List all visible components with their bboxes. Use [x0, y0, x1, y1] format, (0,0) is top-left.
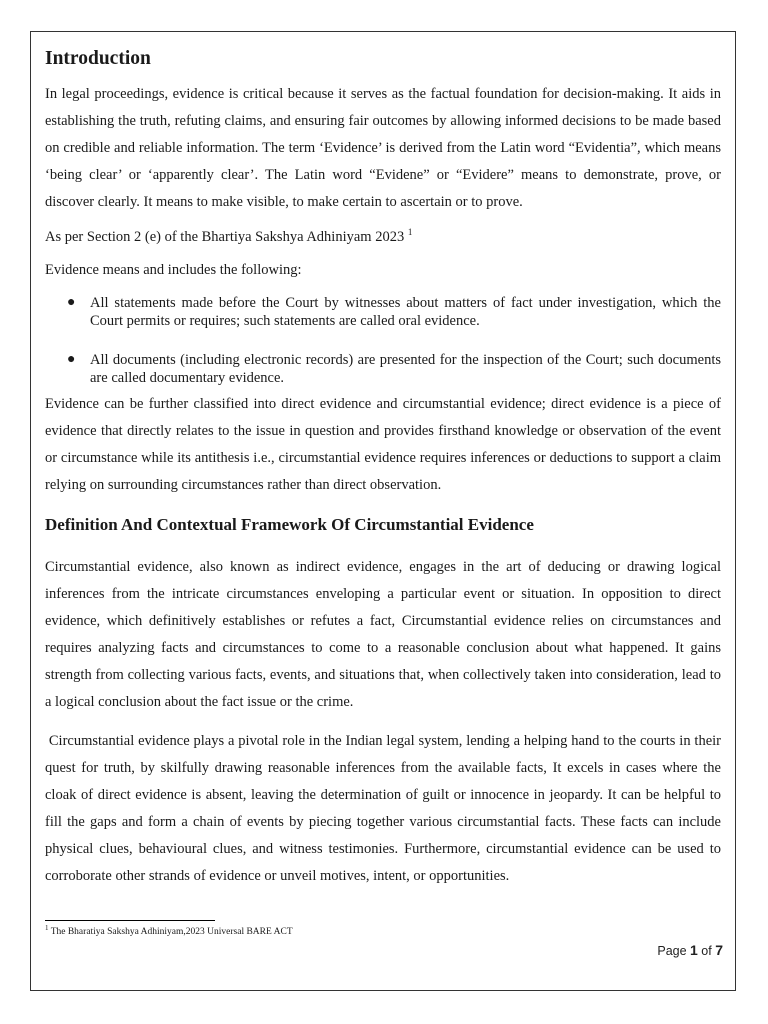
evidence-definition-list	[45, 294, 721, 387]
definition-paragraph-1: Circumstantial evidence, also known as indirect evidence, engages in the art of deducing or drawing logical inferences from the intricate circumstances enveloping a particular event or situation. In opposition to direct evidence, which definitively establishes or refutes a fact, Circumstantial evidence relies on circumstances and requires analyzing facts and circumstances to come to a reasonable conclusion about what happened. It gains strength from collecting various facts, events, and situations that, when collectively taken into consideration, lead to a logical conclusion about the fact issue or the crime.	[45, 559, 721, 710]
page-of-label: of	[697, 944, 716, 958]
current-page: 1	[690, 942, 698, 958]
intro-paragraph-1: In legal proceedings, evidence is critical because it serves as the factual foundation for decision-making. It aids in establishing the truth, refuting claims, and ensuring fair outcomes by allowing informed decisions to be made based on credible and reliable information. The term ‘Evidence’ is derived from the Latin word “Evidentia”, which means ‘being clear’ or ‘apparently clear’. The Latin word “Evidene” or “Evidere” means to demonstrate, prove, or discover clearly. It means to make visible, to make certain to ascertain or to prove.	[45, 86, 721, 210]
list-item	[45, 294, 721, 330]
section-reference-text: As per Section 2 (e) of the Bhartiya Sakshya Adhiniyam 2023	[45, 229, 408, 245]
footnote-marker: 1	[45, 924, 49, 932]
page-label: Page	[657, 944, 691, 958]
document-body	[45, 45, 725, 890]
footnote-marker-ref: 1	[407, 227, 413, 237]
bullet-icon: ●	[67, 352, 76, 367]
intro-paragraph-2: Evidence can be further classified into direct evidence and circumstantial evidence; direct evidence is a piece of evidence that directly relates to the issue in question and provides firsthand knowledge or observation of the event or circumstance while its antithesis i.e., circumstantial evidence requires inferences or deductions to support a claim relying on surrounding circumstances rather than direct observation.	[45, 396, 721, 493]
list-item-text: All documents (including electronic records) are presented for the inspection of the Court; such documents are called documentary evidence.	[90, 352, 721, 386]
footnote-separator	[45, 920, 215, 921]
definition-paragraph-2: Circumstantial evidence plays a pivotal role in the Indian legal system, lending a helping hand to the courts in their quest for truth, by skilfully drawing reasonable inferences from the available facts, It excels in cases where the cloak of direct evidence is absent, leaving the determination of guilt or innocence in jeopardy. It can be helpful to fill the gaps and form a chain of events by piecing together various circumstantial facts. These facts can include physical clues, behavioural clues, and witness testimonies. Furthermore, circumstantial evidence can be used to corroborate other strands of evidence or unveil motives, intent, or opportunities.	[45, 733, 725, 884]
bullet-icon: ●	[67, 295, 76, 310]
definition-lead: Evidence means and includes the following:	[45, 262, 302, 278]
page-number	[657, 942, 723, 958]
introduction-heading: Introduction	[45, 48, 151, 69]
circumstantial-evidence-heading: Definition And Contextual Framework Of Circumstantial Evidence	[45, 515, 534, 534]
footnote	[45, 926, 293, 938]
section-reference	[45, 228, 721, 246]
list-item-text: All statements made before the Court by witnesses about matters of fact under investigation, which the Court permits or requires; such statements are called oral evidence.	[90, 295, 721, 329]
total-pages: 7	[715, 942, 723, 958]
list-item	[45, 351, 721, 387]
footnote-text: The Bharatiya Sakshya Adhiniyam,2023 Universal BARE ACT	[48, 927, 293, 937]
